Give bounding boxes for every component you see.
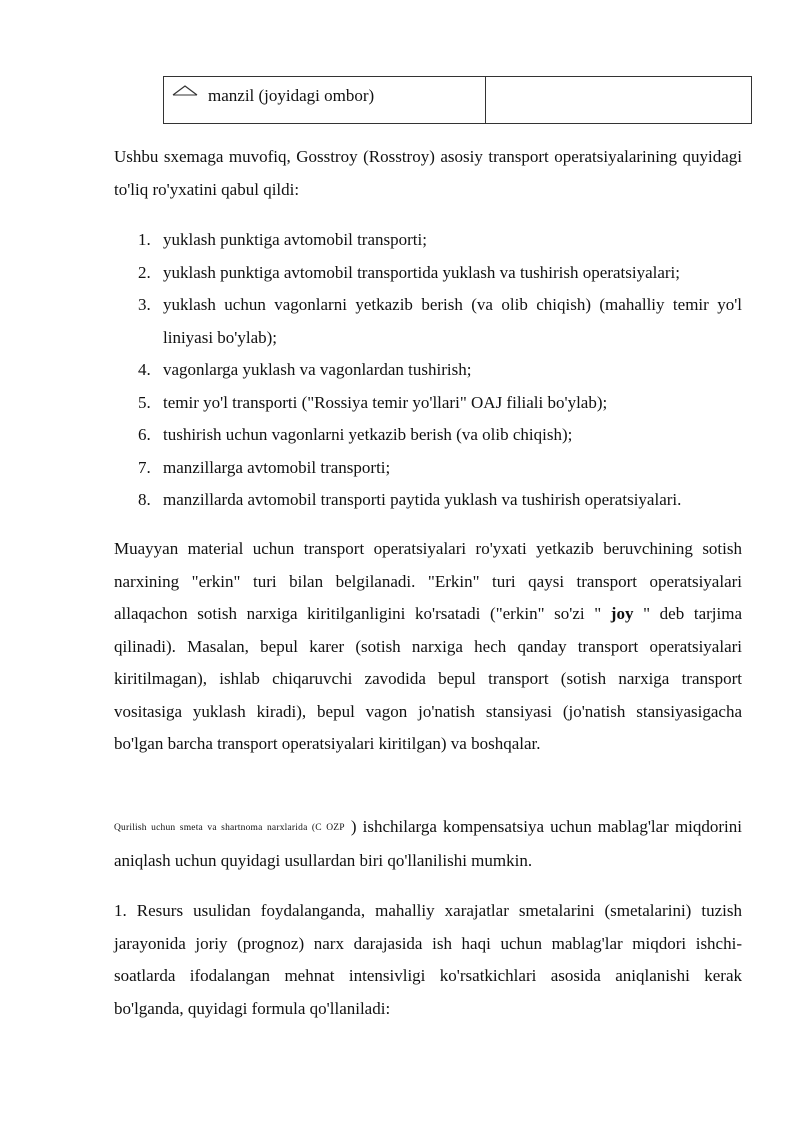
list-item-number: 3. (138, 295, 151, 314)
list-item-number: 6. (138, 425, 151, 444)
list-item (114, 354, 742, 387)
bold-term: joy (610, 604, 634, 623)
list-item-number: 4. (138, 360, 151, 379)
compensation-paragraph (114, 811, 742, 877)
list-item-number: 1. (138, 230, 151, 249)
table-row-label: manzil (joyidagi ombor) (208, 86, 375, 105)
free-type-paragraph (114, 533, 742, 761)
list-item-text: temir yo'l transporti ("Rossiya temir yo'llari" OAJ filiali bo'ylab); (163, 392, 608, 412)
intro-paragraph: Ushbu sxemaga muvofiq, Gosstroy (Rosstroy) asosiy transport operatsiyalarining quyidagi to'liq ro'yxatini qabul qildi: (114, 147, 742, 199)
list-item (114, 289, 742, 354)
list-item-text: yuklash uchun vagonlarni yetkazib berish (va olib chiqish) (mahalliy temir yo'l liniyasi bo'ylab); (163, 295, 742, 347)
legend-table (163, 76, 752, 124)
paragraph-text: Muayyan material uchun transport operatsiyalari ro'yxati yetkazib beruvchining sotish narxining "erkin" turi bilan belgilanadi. "Erkin" turi qaysi transport operatsiyalari allaqachon sotish narxiga kiritilganligini ko'rsatadi ("erkin" so'zi " (114, 539, 742, 623)
list-item (114, 452, 742, 485)
list-item-number: 2. (138, 262, 151, 282)
list-item-text: yuklash punktiga avtomobil transportida yuklash va tushirish operatsiyalari; (163, 262, 680, 282)
list-item-number: 8. (138, 490, 151, 509)
list-item (114, 257, 742, 290)
list-item (114, 387, 742, 420)
list-item (114, 224, 742, 257)
small-caption-text: Qurilish uchun smeta va shartnoma narxlarida (C OZP (114, 823, 345, 833)
list-item-text: manzillarda avtomobil transporti paytida yuklash va tushirish operatsiyalari. (163, 490, 682, 509)
paragraph-text: " deb tarjima qilinadi). Masalan, bepul karer (sotish narxiga hech qanday transport operatsiyalari kiritilmagan), ishlab chiqaruvchi zavodida bepul transport (sotish narxiga transport vositasiga yuklash kiradi), bepul vagon jo'natish stansiyasi (jo'natish stansiyasigacha bo'lgan barcha transport operatsiyalari kiritilgan) va boshqalar. (114, 604, 743, 753)
list-item-number: 7. (138, 457, 151, 477)
list-item-text: yuklash punktiga avtomobil transporti; (163, 230, 427, 249)
list-item-number: 5. (138, 392, 151, 412)
paragraph-text: ) ishchilarga kompensatsiya uchun mablag'lar miqdorini aniqlash uchun quyidagi usullardan biri qo'llanilishi mumkin. (114, 817, 742, 870)
table-cell-empty (486, 77, 751, 123)
list-item-text: tushirish uchun vagonlarni yetkazib berish (va olib chiqish); (163, 425, 573, 444)
list-item (114, 484, 742, 517)
operations-list (114, 224, 742, 517)
list-item-text: manzillarga avtomobil transporti; (163, 457, 391, 477)
table-cell-label (164, 77, 486, 123)
roof-icon (172, 83, 198, 97)
formula-intro-paragraph: 1. Resurs usulidan foydalanganda, mahalliy xarajatlar smetalarini (smetalarini) tuzish jarayonida joriy (prognoz) narx darajasida ish haqi uchun mablag'lar miqdori ishchi-soatlarda ifodalangan mehnat intensivligi ko'rsatkichlari asosida aniqlanishi kerak bo'lganda, quyidagi formula qo'llaniladi: (114, 901, 742, 1018)
list-item (114, 419, 742, 452)
list-item-text: vagonlarga yuklash va vagonlardan tushirish; (163, 360, 472, 379)
